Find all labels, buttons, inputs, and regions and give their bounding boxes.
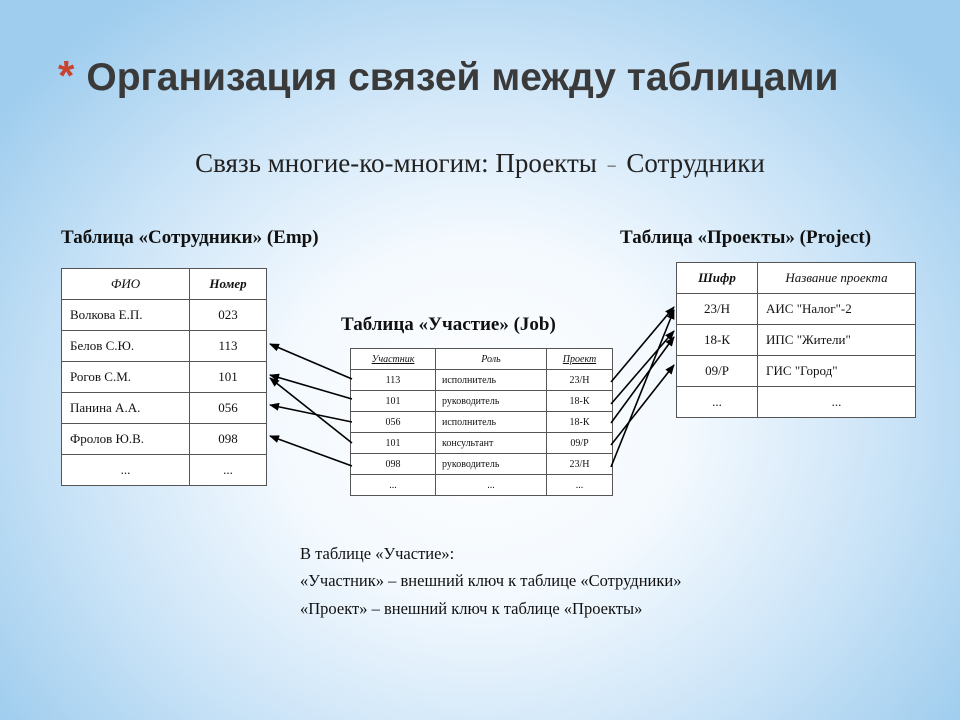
emp-cell-number: 101 bbox=[190, 362, 267, 393]
proj-cell-name: АИС "Налог"-2 bbox=[758, 294, 916, 325]
emp-cell-number: 056 bbox=[190, 393, 267, 424]
emp-header-number: Номер bbox=[190, 269, 267, 300]
job-cell-participant: ... bbox=[351, 475, 436, 496]
fk-arrow-project-18k bbox=[611, 331, 674, 404]
proj-header-code: Шифр bbox=[677, 263, 758, 294]
proj-cell-name: ... bbox=[758, 387, 916, 418]
emp-cell-fio: Волкова Е.П. bbox=[62, 300, 190, 331]
job-table-label: Таблица «Участие» (Job) bbox=[341, 314, 556, 335]
fk-arrow-participant-098 bbox=[270, 436, 352, 466]
job-cell-participant: 056 bbox=[351, 412, 436, 433]
emp-cell-number: 113 bbox=[190, 331, 267, 362]
proj-cell-name: ИПС "Жители" bbox=[758, 325, 916, 356]
job-cell-participant: 113 bbox=[351, 370, 436, 391]
slide-title-text: Организация связей между таблицами bbox=[86, 56, 839, 99]
job-cell-participant: 098 bbox=[351, 454, 436, 475]
proj-cell-code: 09/Р bbox=[677, 356, 758, 387]
fk-arrow-participant-056 bbox=[270, 405, 352, 422]
bullet-star-icon: * bbox=[58, 52, 75, 99]
job-cell-project: 23/Н bbox=[547, 370, 613, 391]
job-cell-role: консультант bbox=[436, 433, 547, 454]
job-cell-participant: 101 bbox=[351, 433, 436, 454]
fk-arrow-project-09p bbox=[611, 365, 674, 445]
proj-header-name: Название проекта bbox=[758, 263, 916, 294]
emp-header-fio: ФИО bbox=[62, 269, 190, 300]
emp-cell-number: 098 bbox=[190, 424, 267, 455]
job-cell-participant: 101 bbox=[351, 391, 436, 412]
job-header-participant: Участник bbox=[351, 349, 436, 370]
fk-arrow-project-23n bbox=[611, 307, 674, 382]
note-line-2: «Участник» – внешний ключ к таблице «Сотрудники» bbox=[300, 571, 682, 590]
proj-cell-code: ... bbox=[677, 387, 758, 418]
job-header-role: Роль bbox=[436, 349, 547, 370]
fk-arrow-project-23n-b bbox=[611, 310, 674, 467]
fk-arrow-project-18k-b bbox=[611, 337, 674, 423]
job-cell-role: исполнитель bbox=[436, 412, 547, 433]
emp-cell-fio: Фролов Ю.В. bbox=[62, 424, 190, 455]
job-cell-project: 09/Р bbox=[547, 433, 613, 454]
note-line-3: «Проект» – внешний ключ к таблице «Проекты» bbox=[300, 599, 643, 618]
proj-cell-name: ГИС "Город" bbox=[758, 356, 916, 387]
emp-cell-number: 023 bbox=[190, 300, 267, 331]
emp-cell-fio: Панина А.А. bbox=[62, 393, 190, 424]
fk-arrow-participant-113 bbox=[270, 344, 352, 379]
proj-cell-code: 23/Н bbox=[677, 294, 758, 325]
proj-cell-code: 18-К bbox=[677, 325, 758, 356]
emp-cell-fio: Рогов С.М. bbox=[62, 362, 190, 393]
subtitle-left: Связь многие-ко-многим: Проекты bbox=[195, 148, 597, 178]
emp-table-label: Таблица «Сотрудники» (Emp) bbox=[61, 227, 319, 248]
job-cell-role: исполнитель bbox=[436, 370, 547, 391]
job-cell-role: руководитель bbox=[436, 391, 547, 412]
job-cell-project: 18-К bbox=[547, 391, 613, 412]
job-cell-role: ... bbox=[436, 475, 547, 496]
job-cell-role: руководитель bbox=[436, 454, 547, 475]
job-cell-project: 23/Н bbox=[547, 454, 613, 475]
emp-cell-number: ... bbox=[190, 455, 267, 486]
emp-cell-fio: Белов С.Ю. bbox=[62, 331, 190, 362]
emp-cell-fio: ... bbox=[62, 455, 190, 486]
job-header-project: Проект bbox=[547, 349, 613, 370]
proj-table-label: Таблица «Проекты» (Project) bbox=[620, 227, 872, 248]
subtitle-dash: – bbox=[607, 156, 616, 174]
subtitle-right: Сотрудники bbox=[626, 148, 765, 178]
job-cell-project: ... bbox=[547, 475, 613, 496]
note-line-1: В таблице «Участие»: bbox=[300, 544, 455, 563]
job-cell-project: 18-К bbox=[547, 412, 613, 433]
